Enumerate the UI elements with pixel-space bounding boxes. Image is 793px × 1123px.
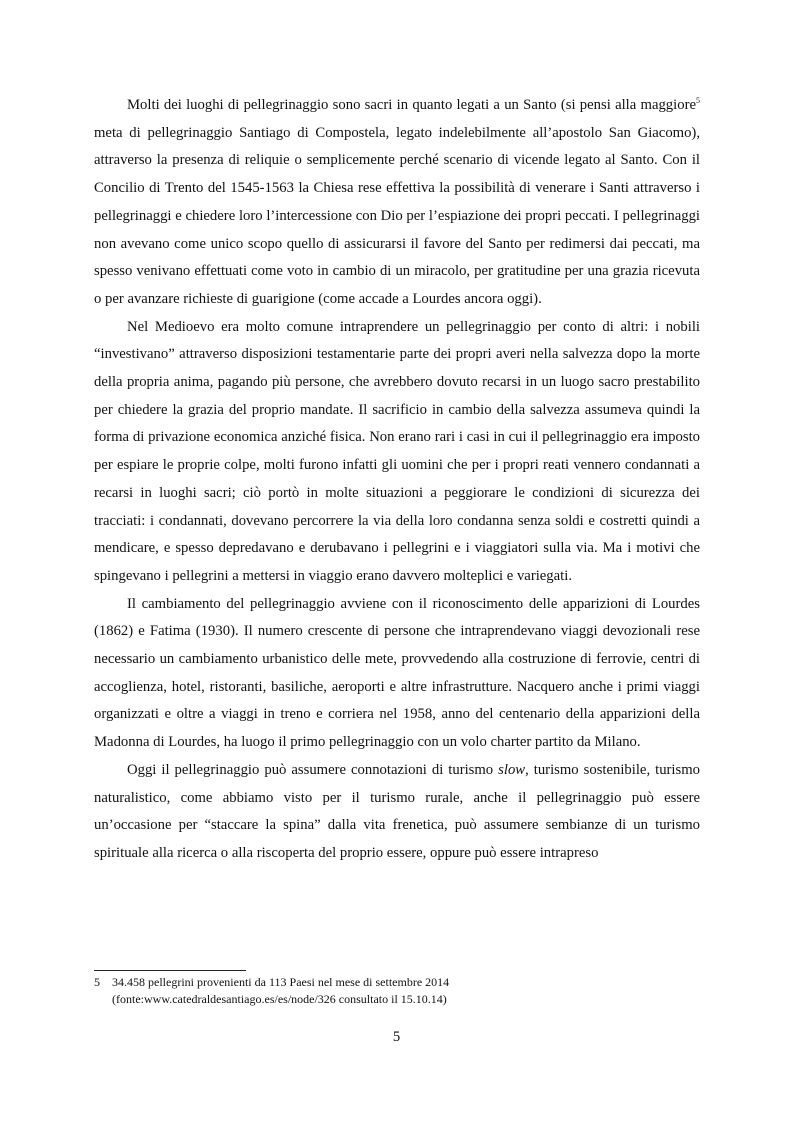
footnote-source: (fonte:www.catedraldesantiago.es/es/node/326 consultato il 15.10.14): [112, 992, 447, 1006]
page-number: 5: [392, 1029, 401, 1045]
footnote-line-1: [94, 974, 700, 991]
footnote-number: 5: [94, 975, 100, 989]
paragraph-1: [94, 92, 700, 314]
footnote: [94, 974, 700, 1008]
paragraph-3: Il cambiamento del pellegrinaggio avviene con il riconoscimento delle apparizioni di Lourdes (1862) e Fatima (1930). Il numero crescente di persone che intraprendevano viaggi devozionali rese necessario un cambiamento urbanistico delle mete, provvedendo alla costruzione di ferrovie, centri di accoglienza, hotel, ristoranti, basiliche, aeroporti e altre infrastrutture. Nacquero anche i primi viaggi organizzati e oltre a viaggi in treno e corriera nel 1958, anno del centenario della apparizioni della Madonna di Lourdes, ha luogo il primo pellegrinaggio con un volo charter partito da Milano.: [94, 595, 700, 751]
paragraph-1-text-a: Molti dei luoghi di pellegrinaggio sono sacri in quanto legati a un Santo (si pensi alla maggiore: [127, 97, 696, 113]
footnote-separator: [94, 970, 246, 971]
paragraph-4-text-b: , turismo sostenibile, turismo naturalistico, come abbiamo visto per il turismo rurale, anche il pellegrinaggio può essere un’occasione per “staccare la spina” dalla vita frenetica, può assumere sembianze di un turismo spirituale alla ricerca o alla riscoperta del proprio essere, oppure può essere intrapreso: [94, 761, 700, 861]
paragraph-4-emphasis: slow: [498, 761, 526, 778]
paragraph-1-text-b: meta di pellegrinaggio Santiago di Compostela, legato indelebilmente all’apostolo San Giacomo), attraverso la presenza di reliquie o semplicemente perché scenario di vicende legato al Santo. Con il Concilio di Trento del 1545-1563 la Chiesa rese effettiva la possibilità di venerare i Santi attraverso i pellegrinaggi e chiedere loro l’intercessione con Dio per l’espiazione dei propri peccati. I pellegrinaggi non avevano come unico scopo quello di assicurarsi il favore del Santo per redimersi dai peccati, ma spesso venivano effettuati come voto in cambio di un miracolo, per gratitudine per una grazia ricevuta o per avanzare richieste di guarigione (come accade a Lourdes ancora oggi).: [94, 124, 700, 307]
footnote-reference: 5: [696, 96, 700, 105]
paragraph-4-text-a: Oggi il pellegrinaggio può assumere connotazioni di turismo: [127, 761, 499, 778]
paragraph-4: [94, 757, 700, 868]
footnote-text: 34.458 pellegrini provenienti da 113 Paesi nel mese di settembre 2014: [112, 975, 450, 989]
body-text: [94, 92, 700, 868]
paragraph-2: Nel Medioevo era molto comune intraprendere un pellegrinaggio per conto di altri: i nobili “investivano” attraverso disposizioni testamentarie parte dei propri averi nella salvezza dopo la morte della propria anima, pagando più persone, che avrebbero dovuto recarsi in un luogo sacro prestabilito per chiedere la grazia del proprio mandate. Il sacrificio in cambio della salvezza assumeva quindi la forma di privazione economica anziché fisica. Non erano rari i casi in cui il pellegrinaggio era imposto per espiare le proprie colpe, molti furono infatti gli uomini che per i propri reati vennero condannati a recarsi in luoghi sacri; ciò portò in molte situazioni a peggiorare le condizioni di sicurezza dei tracciati: i condannati, dovevano percorrere la via della loro condanna senza soldi e costretti quindi a mendicare, e spesso depredavano e derubavano i pellegrini e i viaggiatori sulla via. Ma i motivi che spingevano i pellegrini a mettersi in viaggio erano davvero molteplici e variegati.: [94, 318, 700, 584]
